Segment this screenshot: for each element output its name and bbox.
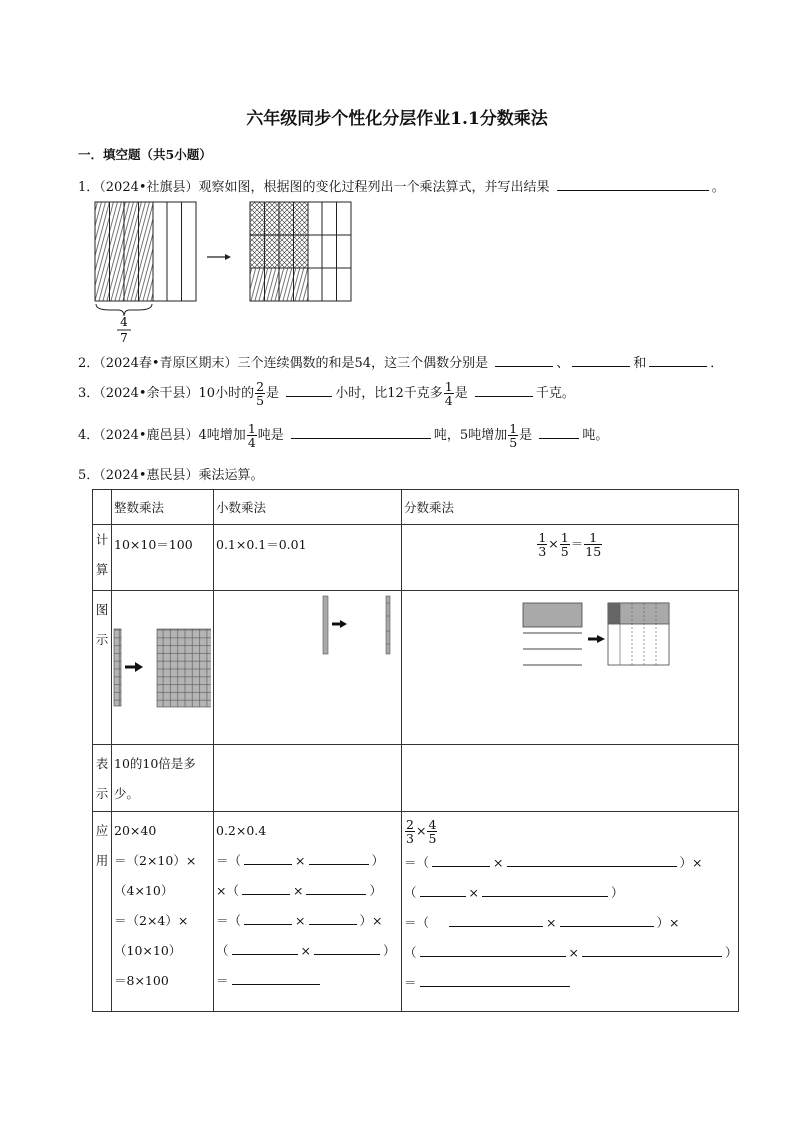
fig-decimal bbox=[214, 591, 402, 745]
right-rectangle bbox=[250, 202, 351, 301]
blank[interactable] bbox=[244, 851, 292, 865]
question-4 bbox=[78, 422, 608, 449]
blank[interactable] bbox=[309, 851, 369, 865]
left-rectangle bbox=[95, 202, 196, 301]
question-text: 千克。 bbox=[535, 386, 575, 401]
row-label-app: 应 用 bbox=[93, 812, 112, 1012]
blank[interactable] bbox=[560, 913, 654, 927]
answer-blank-1[interactable] bbox=[286, 383, 332, 397]
fraction: $\frac{1}{4}$ bbox=[444, 379, 453, 408]
multiplication-table bbox=[92, 489, 739, 1012]
question-number: 5． bbox=[78, 468, 100, 483]
blank[interactable] bbox=[420, 883, 466, 897]
page-title: 六年级同步个性化分层作业1.1分数乘法 bbox=[246, 109, 548, 129]
question-text: （2024•惠民县）乘法运算。 bbox=[99, 468, 264, 483]
fraction-rect-figure bbox=[402, 591, 723, 741]
blank[interactable] bbox=[244, 911, 292, 925]
header-empty bbox=[93, 490, 112, 525]
blank[interactable] bbox=[232, 971, 320, 985]
app-integer: 20×40 ＝（2×10）× （4×10） ＝（2×4）× （10×10） ＝8×100 bbox=[112, 812, 214, 1012]
punct: 。 bbox=[711, 180, 725, 195]
arrow-icon bbox=[207, 254, 231, 260]
mean-decimal bbox=[214, 745, 402, 812]
separator: 和 bbox=[633, 356, 647, 371]
brace-fraction-numerator: 4 bbox=[120, 315, 128, 329]
question-number: 4． bbox=[78, 428, 100, 443]
question-2 bbox=[78, 352, 723, 371]
question-number: 3． bbox=[78, 386, 100, 401]
header-integer: 整数乘法 bbox=[112, 490, 214, 525]
mean-integer: 10的10倍是多 少。 bbox=[112, 745, 214, 812]
integer-grid-figure bbox=[112, 591, 211, 741]
question-5 bbox=[78, 464, 264, 483]
fig-integer bbox=[112, 591, 214, 745]
separator: 、 bbox=[556, 356, 570, 371]
answer-blank-1[interactable] bbox=[291, 425, 431, 439]
question-text: （2024•社旗县）观察如图，根据图的变化过程列出一个乘法算式，并写出结果 bbox=[99, 180, 550, 195]
calc-integer: 10×10＝100 bbox=[112, 525, 214, 591]
question-number: 2． bbox=[78, 356, 100, 371]
question-text: 吨是 bbox=[257, 428, 284, 443]
answer-blank-2[interactable] bbox=[572, 353, 630, 367]
app-fraction: $\frac{2}{3}$ × $\frac{4}{5}$ ＝（ × ）× （ × ） ＝（ × ）× （ × ） ＝ bbox=[402, 812, 739, 1012]
section-heading: 一．填空题（共5小题） bbox=[78, 147, 212, 162]
fraction: $\frac{1}{4}$ bbox=[247, 421, 256, 450]
question-text: （2024春•青原区期末）三个连续偶数的和是54，这三个偶数分别是 bbox=[99, 356, 489, 371]
question-text: 吨。 bbox=[582, 428, 609, 443]
blank[interactable] bbox=[582, 943, 722, 957]
blank[interactable] bbox=[420, 943, 566, 957]
question-3 bbox=[78, 380, 575, 407]
question-number: 1． bbox=[78, 180, 100, 195]
fig-fraction bbox=[402, 591, 739, 745]
question-text: 吨，5吨增加 bbox=[433, 428, 508, 443]
header-decimal: 小数乘法 bbox=[214, 490, 402, 525]
answer-blank-3[interactable] bbox=[649, 353, 707, 367]
question-text: 是 bbox=[266, 386, 280, 401]
question-text: 小时，比12千克多 bbox=[335, 386, 443, 401]
question-1 bbox=[78, 176, 725, 195]
fraction: $\frac{2}{5}$ bbox=[256, 379, 265, 408]
blank[interactable] bbox=[314, 941, 380, 955]
question-text: 是 bbox=[519, 428, 533, 443]
answer-blank[interactable] bbox=[557, 177, 709, 191]
row-label-mean: 表 示 bbox=[93, 745, 112, 812]
blank[interactable] bbox=[232, 941, 298, 955]
blank[interactable] bbox=[420, 973, 570, 987]
question-text: （2024•余干县）10小时的 bbox=[99, 386, 255, 401]
blank[interactable] bbox=[507, 853, 677, 867]
app-decimal: 0.2×0.4 ＝（ × ） ×（ × ） ＝（ × ）× （ × ） ＝ bbox=[214, 812, 402, 1012]
q1-figure bbox=[92, 200, 356, 346]
header-fraction: 分数乘法 bbox=[402, 490, 739, 525]
calc-decimal: 0.1×0.1＝0.01 bbox=[214, 525, 402, 591]
answer-blank-1[interactable] bbox=[495, 353, 553, 367]
blank[interactable] bbox=[306, 881, 366, 895]
blank[interactable] bbox=[482, 883, 608, 897]
blank[interactable] bbox=[432, 853, 490, 867]
brace-fraction-denominator: 7 bbox=[120, 331, 128, 345]
calc-fraction: $\frac{1}{3}$ × $\frac{1}{5}$ ＝ $\frac{1}{15}$ bbox=[402, 525, 739, 591]
answer-blank-2[interactable] bbox=[475, 383, 533, 397]
row-label-calc: 计 算 bbox=[93, 525, 112, 591]
mean-fraction bbox=[402, 745, 739, 812]
answer-blank-2[interactable] bbox=[539, 425, 579, 439]
blank[interactable] bbox=[309, 911, 357, 925]
blank[interactable] bbox=[242, 881, 290, 895]
question-text: （2024•鹿邑县）4吨增加 bbox=[99, 428, 246, 443]
fraction: $\frac{1}{5}$ bbox=[509, 421, 518, 450]
blank[interactable] bbox=[449, 913, 543, 927]
decimal-bar-figure bbox=[214, 591, 399, 741]
row-label-fig: 图 示 bbox=[93, 591, 112, 745]
punct: ． bbox=[710, 356, 724, 371]
question-text: 是 bbox=[454, 386, 468, 401]
